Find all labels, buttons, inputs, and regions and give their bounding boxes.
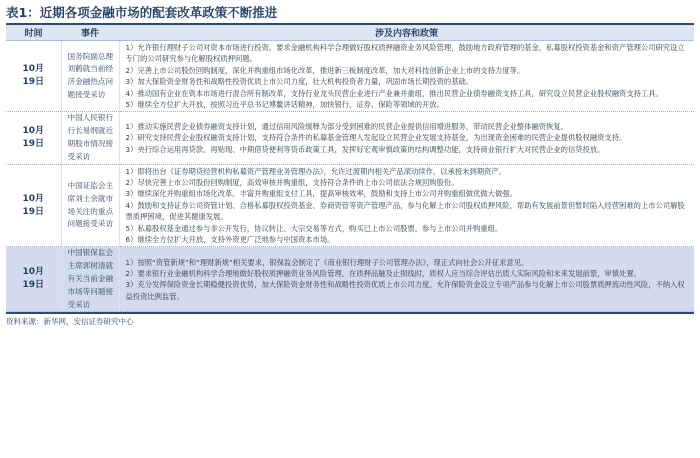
row-policy — [119, 247, 694, 312]
header-policy: 涉及内容和政策 — [119, 25, 694, 41]
source-rule — [6, 312, 694, 314]
policy-item: 4）推动国有企业在资本市场进行混合所有制改革，支持行业龙头民营企业进行产业兼并重组，推出民营企业债券融资支持工具，研究设立民营企业股权融资支持工具。 — [125, 88, 663, 98]
header-event: 事件 — [61, 25, 119, 41]
table-row — [6, 41, 694, 112]
policy-item: 1）即将出台《证券期货经营机构私募资产管理业务管理办法》，允许过渡期内相关产品滚动续作，以承接未到期资产。 — [125, 166, 506, 176]
row-policy — [119, 41, 694, 112]
policy-item: 2）要求银行业金融机构科学合理地做好股权质押融资业务风险管理，在质押品触及止损线时，质权人应当综合评估出质人实际风险和未来发展前景，审慎处置。 — [125, 269, 641, 279]
policy-item: 3）加大保险资金财务性和战略性投资优质上市公司力度，壮大机构投资者力量，巩固市场长期投资的基础。 — [125, 77, 474, 87]
table-title: 表1：近期各项金融市场的配套改革政策不断推进 — [6, 5, 278, 20]
policy-item: 6）继续全方位扩大开放，支持外资更广泛地参与中国资本市场。 — [125, 235, 335, 245]
table-row — [6, 112, 694, 164]
policy-item: 4）鼓励和支持证券公司资管计划、合格私募股权投资基金、券商资管等资产管理产品，参与化解上市公司股权质押风险，帮助有发展前景但暂时陷入经营困难的上市公司解股票质押困境，促进其健康发展。 — [125, 200, 685, 222]
row-event: 中国证监会主席刘士余就市场关注的重点问题接受采访 — [61, 164, 119, 247]
policy-item: 5）私募股权基金通过参与非公开发行，协议转让、大宗交易等方式，购买已上市公司股票，参与上市公司并购重组。 — [125, 223, 503, 233]
row-date: 10月 19日 — [6, 164, 61, 247]
row-policy — [119, 164, 694, 247]
policy-item: 1）按照“资管新规”和“理财新规”相关要求，银保监会制定了《商业银行理财子公司管理办法》，现正式向社会公开征求意见。 — [125, 257, 529, 267]
policy-item: 3）央行综合运用再贷款、再贴现、中期借贷便利等货币政策工具，发挥好宏观审慎政策的结构调整功能，支持商业银行扩大对民营企业的信贷投放。 — [125, 144, 605, 154]
policy-item: 1）推动实施民营企业债券融资支持计划，通过信用风险缓释为部分受到困难的民营企业提供信用增进服务，带动民营企业整体融资恢复。 — [125, 121, 568, 131]
header-row — [6, 25, 694, 41]
policy-item: 2）完善上市公司股份回购制度，深化并购重组市场化改革，推进新三板制度改革，加大对科技创新企业上市的支持力度等。 — [125, 65, 525, 75]
policy-item: 2）研究支持民营企业股权融资支持计划，支持符合条件的私募基金管理人发起设立民营企业发展支持基金，为出现资金困难的民营企业提供股权融资支持。 — [125, 133, 627, 143]
policy-table — [6, 25, 694, 312]
policy-item: 3）充分发挥保险资金长期稳健投资优势，加大保险资金财务性和战略性投资优质上市公司力度。允许保险资金设立专项产品参与化解上市公司股票质押流动性风险，不纳入权益投资比例监管。 — [125, 280, 685, 301]
policy-item: 1）允许银行理财子公司对资本市场进行投资，要求金融机构科学合理做好股权质押融资业务风险管理，鼓励地方政府管理的基金、私募股权投资基金和资产管理公司研究设立专门的公司研究参与化解股权质押问题。 — [125, 43, 685, 64]
row-event: 中国银保监会主席郭树清就有关当前金融市场等问题接受采访 — [61, 247, 119, 312]
table-body — [6, 41, 694, 312]
header-time: 时间 — [6, 25, 61, 41]
policy-item: 3）继续深化并购重组市场化改革。丰富并购重组支付工具，提高审核效率，鼓励和支持上市公司并购重组做优做大做强。 — [125, 189, 517, 199]
policy-item: 2）尽快完善上市公司股份回购制度，高效审核并购重组，支持符合条件的上市公司依法合规回购股份。 — [125, 178, 459, 188]
row-event: 中国人民银行行长易纲就近期股市情况接受采访 — [61, 112, 119, 164]
row-event: 国务院副总理刘鹤就当前经济金融热点问题接受采访 — [61, 41, 119, 112]
source-note: 资料来源：新华网，安信证券研究中心 — [6, 316, 134, 326]
policy-item: 5）继续全方位扩大开放，按照习近平总书记博鳌讲话精神，加快银行、证券、保险等领域的开放。 — [125, 100, 444, 110]
table-row — [6, 247, 694, 312]
row-date: 10月 19日 — [6, 41, 61, 112]
row-policy — [119, 112, 694, 164]
row-date: 10月 19日 — [6, 112, 61, 164]
table-row — [6, 164, 694, 247]
row-date: 10月 19日 — [6, 247, 61, 312]
